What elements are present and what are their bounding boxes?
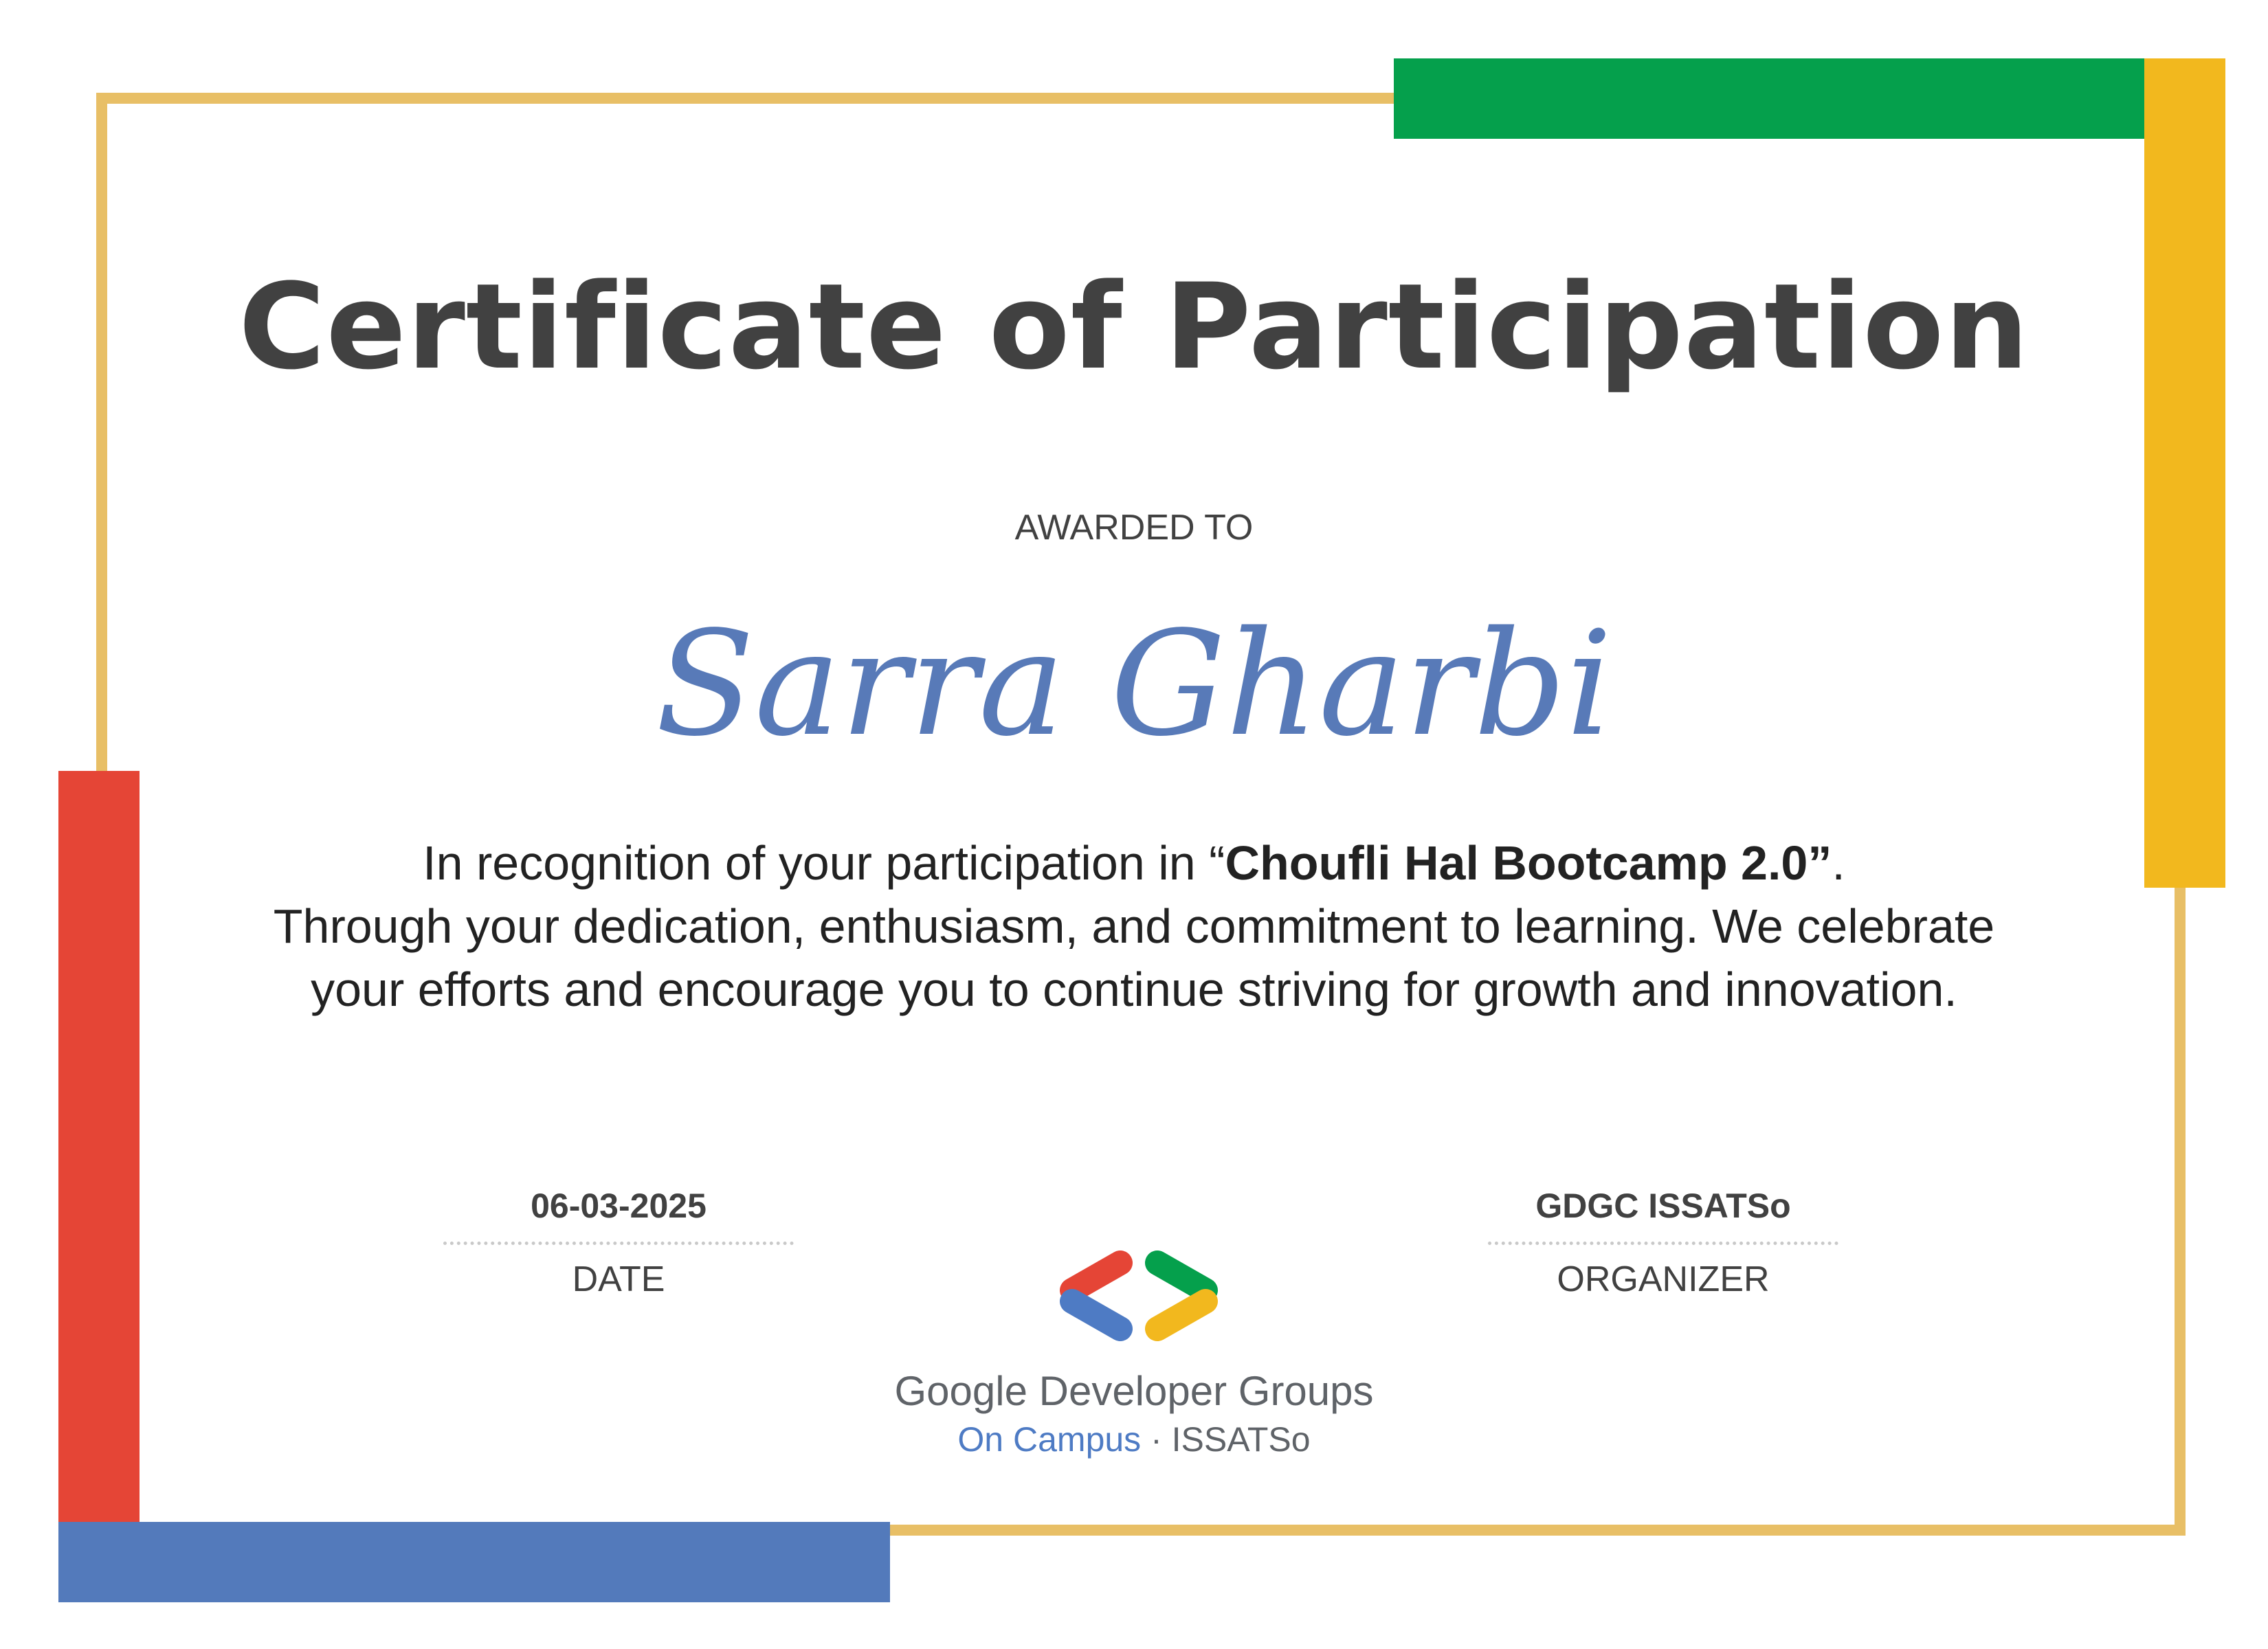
recognition-text <box>137 831 2131 1021</box>
blue-accent-bar <box>58 1522 890 1602</box>
gdg-brackets-icon <box>1053 1250 1225 1347</box>
brand-subtitle <box>0 1422 2268 1457</box>
organizer-value: GDGC ISSATSo <box>1535 1187 1791 1225</box>
recognition-line-1: In recognition of your participation in “Choufli Hal Bootcamp 2.0”. <box>423 836 1845 890</box>
green-accent-bar <box>1394 58 2225 139</box>
date-label: DATE <box>572 1259 665 1299</box>
event-name: Choufli Hal Bootcamp 2.0” <box>1225 836 1832 890</box>
brand-chapter: ISSATSo <box>1171 1420 1311 1459</box>
date-value: 06-03-2025 <box>531 1187 707 1225</box>
date-signature-block <box>440 1185 797 1301</box>
organizer-signature-block <box>1485 1185 1842 1301</box>
brand-campus: On Campus <box>957 1420 1142 1459</box>
recognition-line-2: Through your dedication, enthusiasm, and commitment to learning. We celebrate <box>273 899 1995 953</box>
brand-separator: · <box>1150 1420 1162 1459</box>
certificate-title: Certificate of Participation <box>238 258 2030 396</box>
organizer-dotted-line <box>1488 1242 1838 1245</box>
organizer-label: ORGANIZER <box>1557 1259 1770 1299</box>
awarded-to-label: AWARDED TO <box>1014 508 1254 548</box>
recognition-line-3: your efforts and encourage you to continue striving for growth and innovation. <box>311 963 1957 1016</box>
recipient-name: Sarra Gharbi <box>656 600 1612 768</box>
red-accent-bar <box>58 771 140 1602</box>
brand-name: Google Developer Groups <box>894 1368 1374 1414</box>
date-dotted-line <box>443 1242 794 1245</box>
